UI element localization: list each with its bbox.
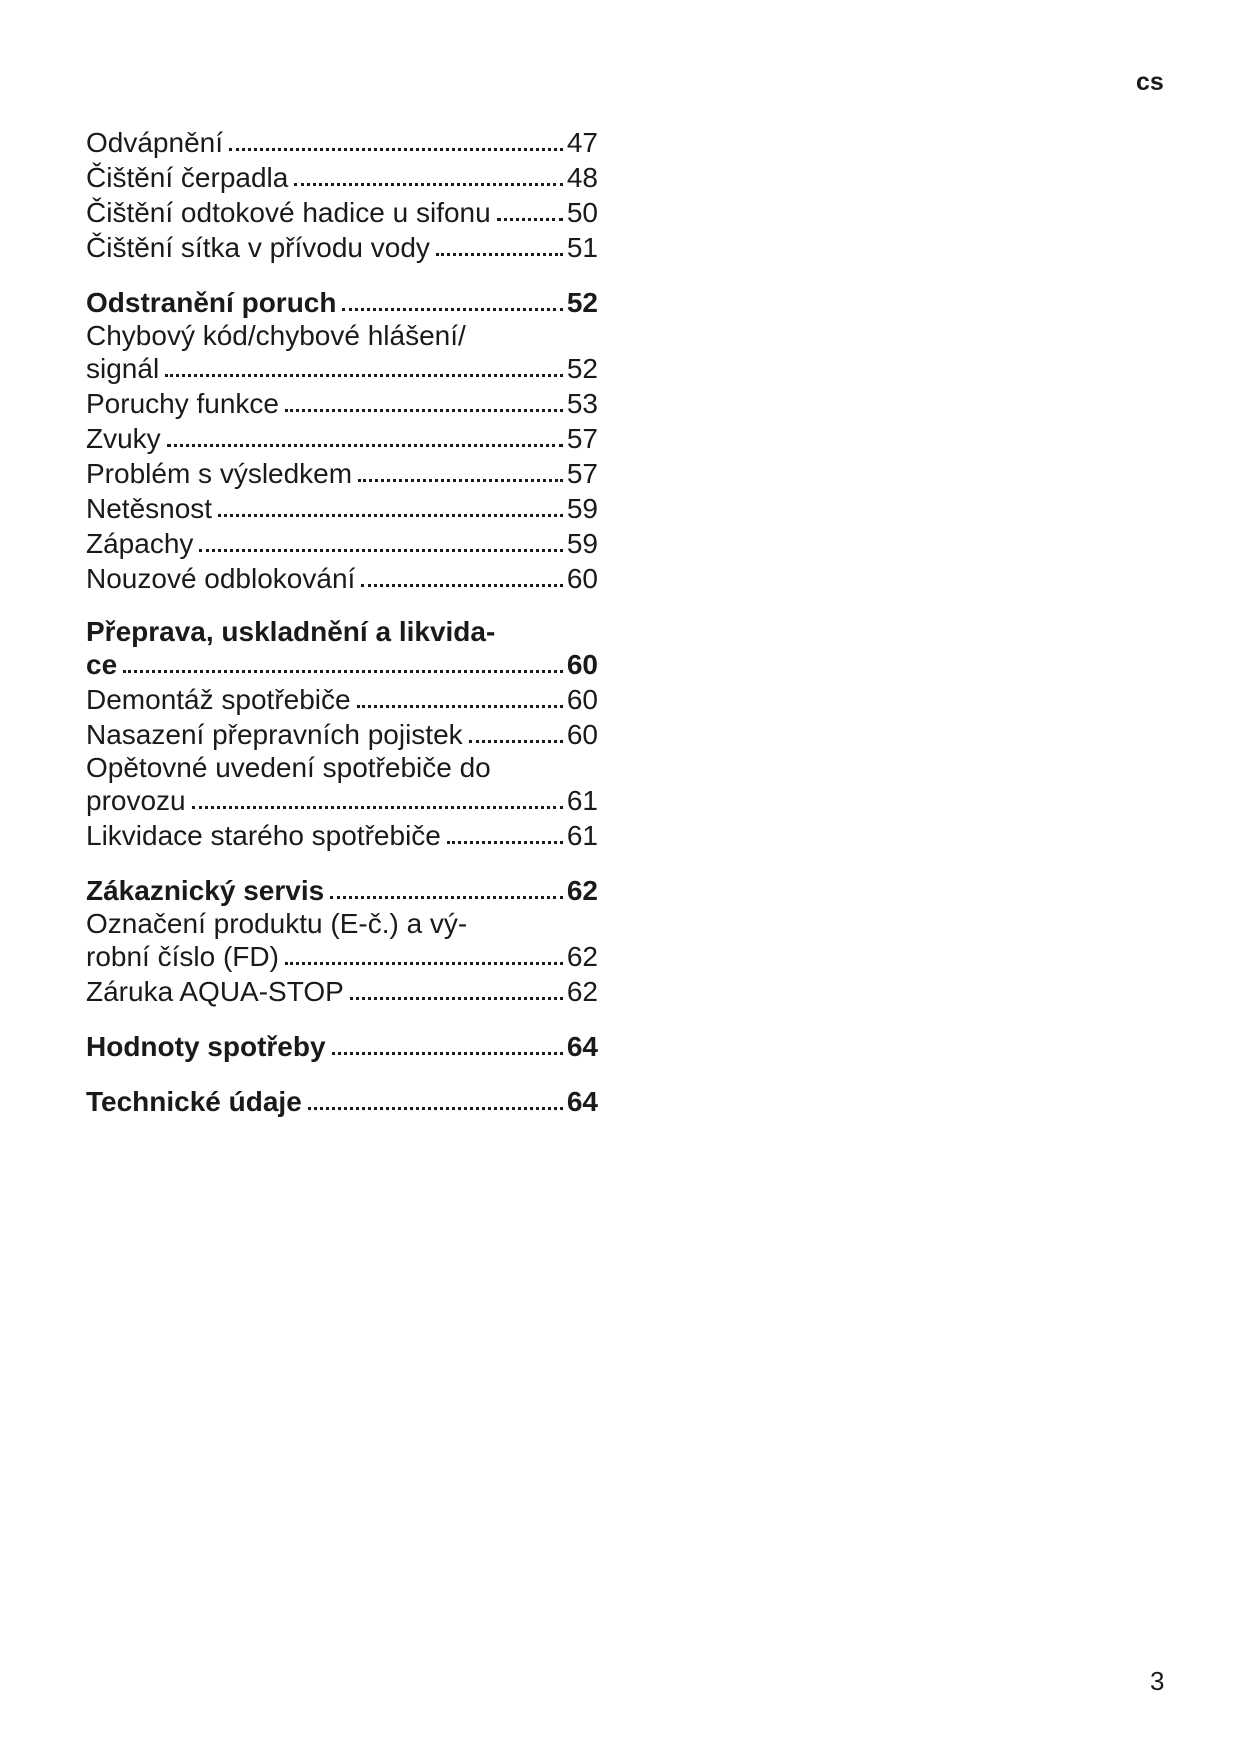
dot-leader xyxy=(308,1107,563,1110)
toc-entry-page: 61 xyxy=(566,820,598,851)
dot-leader xyxy=(332,1052,563,1055)
toc-entry-title: Nasazení přepravních pojistek xyxy=(86,719,463,750)
toc-entry[interactable] xyxy=(86,160,598,195)
dot-leader xyxy=(469,740,563,743)
toc-group xyxy=(86,1084,598,1119)
dot-leader xyxy=(330,896,563,899)
toc-entry[interactable] xyxy=(86,421,598,456)
toc-group xyxy=(86,285,598,596)
toc-entry[interactable] xyxy=(86,526,598,561)
toc-entry[interactable] xyxy=(86,974,598,1009)
toc-entry-title: robní číslo (FD) xyxy=(86,941,279,972)
toc-heading-page: 62 xyxy=(566,875,598,906)
toc-heading-title-line1[interactable]: Přeprava, uskladnění a likvida- xyxy=(86,616,496,647)
toc-entry-title-line1[interactable]: Chybový kód/chybové hlášení/ xyxy=(86,320,466,351)
toc-entry-title: Čištění čerpadla xyxy=(86,162,289,193)
toc-entry[interactable] xyxy=(86,230,598,265)
page-number: 3 xyxy=(1150,1666,1165,1696)
toc-entry-page: 60 xyxy=(566,719,598,750)
toc-entry-title: provozu xyxy=(86,785,186,816)
dot-leader xyxy=(229,148,563,151)
toc-heading-page: 64 xyxy=(566,1086,598,1117)
toc-entry-page: 59 xyxy=(566,493,598,524)
toc-heading-title: Technické údaje xyxy=(86,1086,302,1117)
toc-entry-title: Demontáž spotřebiče xyxy=(86,684,351,715)
toc-entry[interactable] xyxy=(86,195,598,230)
dot-leader xyxy=(350,997,563,1000)
toc-entry-title: Likvidace starého spotřebiče xyxy=(86,820,441,851)
toc-group xyxy=(86,873,598,1009)
toc-group xyxy=(86,616,598,853)
toc-section-heading[interactable] xyxy=(86,647,598,682)
toc-entry-title: Zápachy xyxy=(86,528,194,559)
toc-entry-page: 47 xyxy=(566,127,598,158)
toc-entry-page: 60 xyxy=(566,563,598,594)
toc-group xyxy=(86,125,598,265)
toc-section-heading[interactable] xyxy=(86,873,598,908)
toc-group xyxy=(86,1029,598,1064)
toc-entry[interactable] xyxy=(86,783,598,818)
dot-leader xyxy=(357,705,563,708)
dot-leader xyxy=(358,479,563,482)
toc-entry-title: Odvápnění xyxy=(86,127,223,158)
toc-heading-title: ce xyxy=(86,649,118,680)
toc-heading-page: 64 xyxy=(566,1031,598,1062)
toc-entry-title: signál xyxy=(86,353,160,384)
toc-section-heading[interactable] xyxy=(86,285,598,320)
toc-section-heading[interactable] xyxy=(86,1029,598,1064)
toc-heading-title: Odstranění poruch xyxy=(86,287,337,318)
table-of-contents xyxy=(86,125,598,1139)
dot-leader xyxy=(192,806,563,809)
toc-entry-title: Netěsnost xyxy=(86,493,213,524)
toc-entry[interactable] xyxy=(86,818,598,853)
dot-leader xyxy=(285,409,563,412)
dot-leader xyxy=(167,444,563,447)
dot-leader xyxy=(123,670,563,673)
toc-section-heading[interactable] xyxy=(86,1084,598,1119)
toc-entry-page: 53 xyxy=(566,388,598,419)
toc-entry[interactable] xyxy=(86,561,598,596)
dot-leader xyxy=(447,841,563,844)
toc-entry[interactable] xyxy=(86,351,598,386)
toc-entry[interactable] xyxy=(86,939,598,974)
toc-entry-page: 61 xyxy=(566,785,598,816)
toc-entry-page: 51 xyxy=(566,232,598,263)
toc-entry-page: 57 xyxy=(566,458,598,489)
toc-entry[interactable] xyxy=(86,717,598,752)
toc-heading-title: Zákaznický servis xyxy=(86,875,325,906)
toc-entry-title-line1[interactable]: Označení produktu (E-č.) a vý- xyxy=(86,908,468,939)
toc-entry-page: 62 xyxy=(566,976,598,1007)
toc-entry[interactable] xyxy=(86,456,598,491)
toc-entry-page: 48 xyxy=(566,162,598,193)
toc-heading-page: 60 xyxy=(566,649,598,680)
dot-leader xyxy=(436,253,563,256)
toc-entry-page: 60 xyxy=(566,684,598,715)
toc-entry[interactable] xyxy=(86,125,598,160)
toc-entry-page: 52 xyxy=(566,353,598,384)
dot-leader xyxy=(294,183,563,186)
toc-heading-page: 52 xyxy=(566,287,598,318)
toc-entry-title: Poruchy funkce xyxy=(86,388,279,419)
dot-leader xyxy=(165,374,563,377)
toc-entry[interactable] xyxy=(86,682,598,717)
toc-entry-title: Zvuky xyxy=(86,423,161,454)
toc-entry[interactable] xyxy=(86,386,598,421)
toc-entry-page: 59 xyxy=(566,528,598,559)
toc-entry-title: Problém s výsledkem xyxy=(86,458,353,489)
toc-entry[interactable] xyxy=(86,491,598,526)
toc-entry-title-line1[interactable]: Opětovné uvedení spotřebiče do xyxy=(86,752,491,783)
dot-leader xyxy=(342,308,562,311)
toc-entry-title: Čištění sítka v přívodu vody xyxy=(86,232,430,263)
dot-leader xyxy=(285,962,563,965)
dot-leader xyxy=(199,549,562,552)
toc-entry-title: Záruka AQUA-STOP xyxy=(86,976,344,1007)
toc-entry-page: 57 xyxy=(566,423,598,454)
toc-entry-title: Nouzové odblokování xyxy=(86,563,356,594)
dot-leader xyxy=(497,218,563,221)
dot-leader xyxy=(218,514,563,517)
dot-leader xyxy=(361,584,563,587)
toc-entry-page: 62 xyxy=(566,941,598,972)
toc-entry-title: Čištění odtokové hadice u sifonu xyxy=(86,197,491,228)
language-code: cs xyxy=(1136,68,1164,96)
toc-entry-page: 50 xyxy=(566,197,598,228)
toc-heading-title: Hodnoty spotřeby xyxy=(86,1031,326,1062)
